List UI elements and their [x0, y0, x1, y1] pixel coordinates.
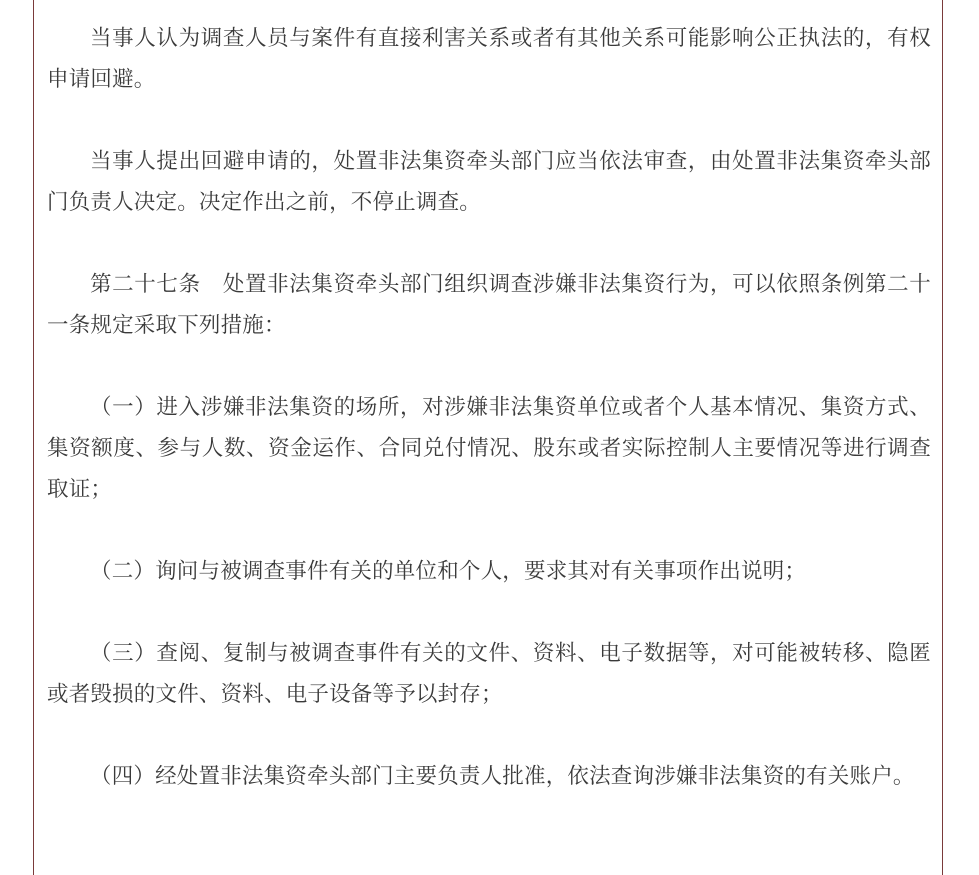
- paragraph-article-27: 第二十七条 处置非法集资牵头部门组织调查涉嫌非法集资行为，可以依照条例第二十一条规定采取下列措施：: [47, 272, 931, 338]
- paragraph-measure-2: （二）询问与被调查事件有关的单位和个人，要求其对有关事项作出说明；: [90, 559, 807, 584]
- document-body: [47, 18, 931, 838]
- paragraph-measure-1: （一）进入涉嫌非法集资的场所，对涉嫌非法集资单位或者个人基本情况、集资方式、集资额度、参与人数、资金运作、合同兑付情况、股东或者实际控制人主要情况等进行调查取证；: [47, 395, 931, 502]
- paragraph-measure-3: （三）查阅、复制与被调查事件有关的文件、资料、电子数据等，对可能被转移、隐匿或者毁损的文件、资料、电子设备等予以封存；: [47, 641, 931, 707]
- paragraph-measure-4: （四）经处置非法集资牵头部门主要负责人批准，依法查询涉嫌非法集资的有关账户。: [90, 764, 915, 789]
- paragraph-recusal-review: 当事人提出回避申请的，处置非法集资牵头部门应当依法审查，由处置非法集资牵头部门负责人决定。决定作出之前，不停止调查。: [47, 149, 931, 215]
- document-frame: [33, 0, 943, 875]
- paragraph-recusal-right: 当事人认为调查人员与案件有直接利害关系或者有其他关系可能影响公正执法的，有权申请回避。: [47, 26, 931, 92]
